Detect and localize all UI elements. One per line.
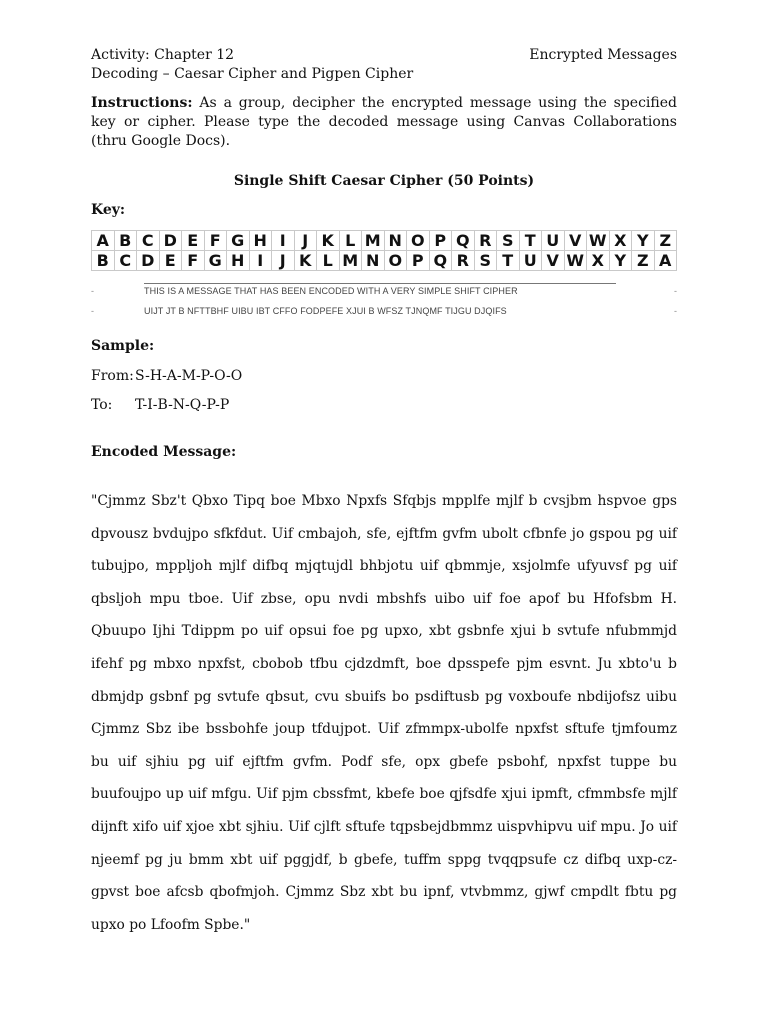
key-cell: M bbox=[362, 231, 385, 251]
key-cell: R bbox=[474, 231, 497, 251]
document-title: Encrypted Messages bbox=[529, 47, 677, 63]
shifted-alphabet-row bbox=[92, 251, 677, 271]
to-value: T-I-B-N-Q-P-P bbox=[135, 397, 230, 413]
key-cell: K bbox=[294, 251, 317, 271]
key-cell: C bbox=[114, 251, 137, 271]
key-cell: B bbox=[114, 231, 137, 251]
key-cell: O bbox=[407, 231, 430, 251]
example-coded-line bbox=[91, 304, 677, 318]
plain-alphabet-row bbox=[92, 231, 677, 251]
key-cell: N bbox=[362, 251, 385, 271]
key-cell: L bbox=[339, 231, 362, 251]
key-cell: F bbox=[182, 251, 205, 271]
from-value: S-H-A-M-P-O-O bbox=[135, 368, 243, 384]
from-label: From: bbox=[91, 368, 134, 384]
key-cell: L bbox=[317, 251, 340, 271]
key-cell: X bbox=[587, 251, 610, 271]
key-cell: W bbox=[564, 251, 587, 271]
sample-label: Sample: bbox=[91, 338, 155, 354]
key-cell: V bbox=[542, 251, 565, 271]
instructions-paragraph bbox=[91, 94, 677, 151]
key-cell: F bbox=[204, 231, 227, 251]
subtitle-row bbox=[91, 65, 677, 83]
key-cell: Z bbox=[654, 231, 677, 251]
key-cell: U bbox=[542, 231, 565, 251]
key-cell: E bbox=[182, 231, 205, 251]
key-cell: U bbox=[519, 251, 542, 271]
key-cell: B bbox=[92, 251, 115, 271]
key-cell: A bbox=[92, 231, 115, 251]
key-cell: E bbox=[159, 251, 182, 271]
example-coded-text: UIJT JT B NFTTBHF UIBU IBT CFFO FODPEFE XJUI B WFSZ TJNQMF TIJGU DJQIFS bbox=[144, 306, 507, 316]
key-cell: H bbox=[227, 251, 250, 271]
key-cell: W bbox=[587, 231, 610, 251]
activity-title: Activity: Chapter 12 bbox=[91, 47, 235, 63]
key-cell: T bbox=[497, 251, 520, 271]
key-cell: N bbox=[384, 231, 407, 251]
cipher-key-table bbox=[91, 230, 677, 271]
key-cell: S bbox=[497, 231, 520, 251]
key-cell: I bbox=[272, 231, 295, 251]
key-cell: J bbox=[272, 251, 295, 271]
key-cell: A bbox=[654, 251, 677, 271]
dash-left: - bbox=[91, 306, 94, 316]
key-label: Key: bbox=[91, 202, 126, 218]
key-cell: J bbox=[294, 231, 317, 251]
key-cell: P bbox=[407, 251, 430, 271]
instructions-text: As a group, decipher the encrypted message using the specified key or cipher. Please type the decoded message using Canvas Collaborations (thru Google Docs). bbox=[91, 95, 677, 149]
encoded-message-text: "Cjmmz Sbz't Qbxo Tipq boe Mbxo Npxfs Sfqbjs mpplfe mjlf b cvsjbm hspvoe gps dpvousz bvdujpo sfkfdut. Uif cmbajoh, sfe, ejftfm gvfm ubolt cfbnfe jo gspou pg uif tubujpo, mppljoh mjlf difbq mjqtujdl bhbjotu uif qbmmje, xsjolmfe ufyuvsf pg uif qbsljoh mpu tboe. Uif zbse, opu nvdi mbshfs uibo uif foe apof bu Hfofsbm H. Qbuupo Ijhi Tdippm po uif opsui foe pg upxo, xbt gsbnfe xjui b svtufe nfubmmjd ifehf pg mbxo npxfst, cbobob tfbu cjdzdmft, boe dpsspefe pjm esvnt. Ju xbto'u b dbmjdp gsbnf pg svtufe qbsut, cvu sbuifs bo psdiftusb pg voxboufe nbdijofsz uibu Cjmmz Sbz ibe bssbohfe joup tfdujpot. Uif zfmmpx-ubolfe npxfst sftufe tjmfoumz bu uif sjhiu pg uif ejftfm gvfm. Podf sfe, opx gbefe psbohf, npxfst tuppe bu buufoujpo up uif mfgu. Uif pjm cbssfmt, kbefe boe qjfsdfe xjui ipmft, cfmmbsfe mjlf dijnft xifo uif xjoe xbt sjhiu. Uif cjlft sftufe tqpsbejdbmmz uispvhipvu uif mpu. Jo uif njeemf pg ju bmm xbt uif pggjdf, b gbefe, tuffm sppg tvqqpsufe cz difbq uxp-cz-gpvst boe afcsb qbofmjoh. Cjmmz Sbz xbt bu ipnf, vtvbmmz, gjwf cmpdlt fbtu pg upxo po Lfoofm Spbe." bbox=[91, 493, 677, 933]
sample-to-row bbox=[91, 397, 230, 413]
key-cell: Z bbox=[632, 251, 655, 271]
key-cell: O bbox=[384, 251, 407, 271]
example-plain-text: THIS IS A MESSAGE THAT HAS BEEN ENCODED WITH A VERY SIMPLE SHIFT CIPHER bbox=[144, 286, 518, 296]
dash-right: - bbox=[674, 306, 677, 316]
key-cell: K bbox=[317, 231, 340, 251]
key-cell: D bbox=[159, 231, 182, 251]
sample-from-row bbox=[91, 368, 243, 384]
key-cell: T bbox=[519, 231, 542, 251]
key-cell: Q bbox=[429, 251, 452, 271]
key-cell: G bbox=[204, 251, 227, 271]
key-cell: X bbox=[609, 231, 632, 251]
key-cell: Q bbox=[452, 231, 475, 251]
key-cell: S bbox=[474, 251, 497, 271]
key-cell: H bbox=[249, 231, 272, 251]
key-cell: Y bbox=[609, 251, 632, 271]
divider-line bbox=[144, 283, 616, 284]
dash-left: - bbox=[91, 286, 94, 296]
key-cell: C bbox=[137, 231, 160, 251]
key-cell: D bbox=[137, 251, 160, 271]
dash-right: - bbox=[674, 286, 677, 296]
key-cell: P bbox=[429, 231, 452, 251]
key-cell: G bbox=[227, 231, 250, 251]
header-row bbox=[91, 46, 677, 64]
instructions-label: Instructions: bbox=[91, 95, 193, 111]
key-cell: Y bbox=[632, 231, 655, 251]
example-plain-line bbox=[91, 284, 677, 298]
key-cell: M bbox=[339, 251, 362, 271]
document-subtitle: Decoding – Caesar Cipher and Pigpen Cipher bbox=[91, 66, 414, 82]
section-title: Single Shift Caesar Cipher (50 Points) bbox=[233, 173, 535, 189]
key-cell: R bbox=[452, 251, 475, 271]
encoded-message-label: Encoded Message: bbox=[91, 444, 237, 460]
to-label: To: bbox=[91, 397, 113, 413]
key-cell: V bbox=[564, 231, 587, 251]
key-cell: I bbox=[249, 251, 272, 271]
